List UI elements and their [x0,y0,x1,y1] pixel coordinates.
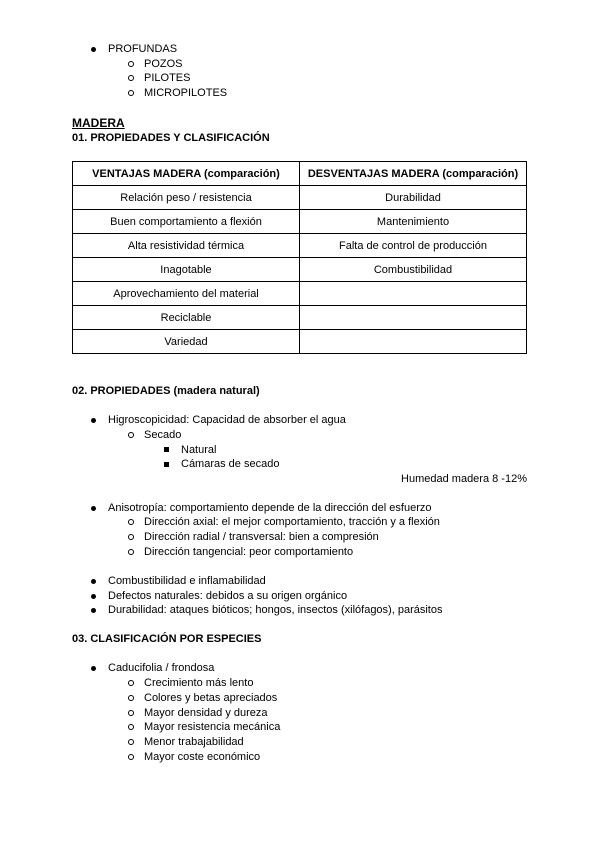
bullet-icon [91,418,96,423]
table-cell: Relación peso / resistencia [73,186,300,210]
list-item-micropilotes: MICROPILOTES [144,87,228,99]
list-item-pozos: POZOS [144,58,183,70]
list-item-camaras: Cámaras de secado [181,458,280,470]
table-cell: Durabilidad [300,186,527,210]
table-cell: Aprovechamiento del material [73,282,300,306]
table-cell: Mantenimiento [300,210,527,234]
table-cell: Buen comportamiento a flexión [73,210,300,234]
list-item-direccion-radial: Dirección radial / transversal: bien a compresión [144,531,379,543]
square-bullet-icon [164,462,169,467]
table-row [73,330,527,354]
list-item-caducifolia: Caducifolia / frondosa [108,662,215,674]
table-row [73,282,527,306]
table-row [73,306,527,330]
list-item-pilotes: PILOTES [144,72,191,84]
table-cell [300,282,527,306]
table-cell: Reciclable [73,306,300,330]
table-cell: Combustibilidad [300,258,527,282]
table-cell: Falta de control de producción [300,234,527,258]
list-item-secado: Secado [144,429,182,441]
bullet-icon [91,506,96,511]
list-item-combustibilidad: Combustibilidad e inflamabilidad [108,575,266,587]
circle-bullet-icon [128,710,134,716]
circle-bullet-icon [128,739,134,745]
circle-bullet-icon [128,61,134,67]
circle-bullet-icon [128,680,134,686]
bullet-icon [91,47,96,52]
list-item: Mayor coste económico [144,751,261,763]
list-item-higroscopicidad: Higroscopicidad: Capacidad de absorber el agua [108,414,346,426]
square-bullet-icon [164,447,169,452]
bullet-icon [91,594,96,599]
circle-bullet-icon [128,724,134,730]
humedad-note: Humedad madera 8 -12% [401,473,527,485]
list-item-defectos: Defectos naturales: debidos a su origen orgánico [108,590,348,602]
table-row [73,186,527,210]
list-item-direccion-tangencial: Dirección tangencial: peor comportamiento [144,546,354,558]
table-row [73,234,527,258]
circle-bullet-icon [128,549,134,555]
bullet-icon [91,579,96,584]
table-cell [300,330,527,354]
bullet-icon [91,608,96,613]
list-item-natural: Natural [181,444,217,456]
table-header-desventajas: DESVENTAJAS MADERA (comparación) [300,162,527,186]
circle-bullet-icon [128,695,134,701]
section-heading-01: 01. PROPIEDADES Y CLASIFICACIÓN [72,132,270,144]
list-item: Menor trabajabilidad [144,736,244,748]
table-cell [300,306,527,330]
section-heading-03: 03. CLASIFICACIÓN POR ESPECIES [72,633,262,645]
circle-bullet-icon [128,534,134,540]
ventajas-desventajas-table [72,161,527,354]
table-cell: Inagotable [73,258,300,282]
list-item: Colores y betas apreciados [144,692,278,704]
section-heading-02: 02. PROPIEDADES (madera natural) [72,385,260,397]
table-cell: Variedad [73,330,300,354]
list-item: Mayor resistencia mecánica [144,721,281,733]
circle-bullet-icon [128,75,134,81]
section-title-madera: MADERA [72,116,125,130]
list-item-profundas: PROFUNDAS [108,43,178,55]
circle-bullet-icon [128,754,134,760]
bullet-icon [91,666,96,671]
list-item-direccion-axial: Dirección axial: el mejor comportamiento, tracción y a flexión [144,516,440,528]
table-row [73,258,527,282]
table-header-ventajas: VENTAJAS MADERA (comparación) [73,162,300,186]
list-item-durabilidad: Durabilidad: ataques bióticos; hongos, insectos (xilófagos), parásitos [108,604,443,616]
list-item: Mayor densidad y dureza [144,707,268,719]
circle-bullet-icon [128,90,134,96]
circle-bullet-icon [128,432,134,438]
circle-bullet-icon [128,519,134,525]
list-item: Crecimiento más lento [144,677,254,689]
table-header-row [73,162,527,186]
list-item-anisotropia: Anisotropía: comportamiento depende de la dirección del esfuerzo [108,502,432,514]
table-row [73,210,527,234]
table-cell: Alta resistividad térmica [73,234,300,258]
